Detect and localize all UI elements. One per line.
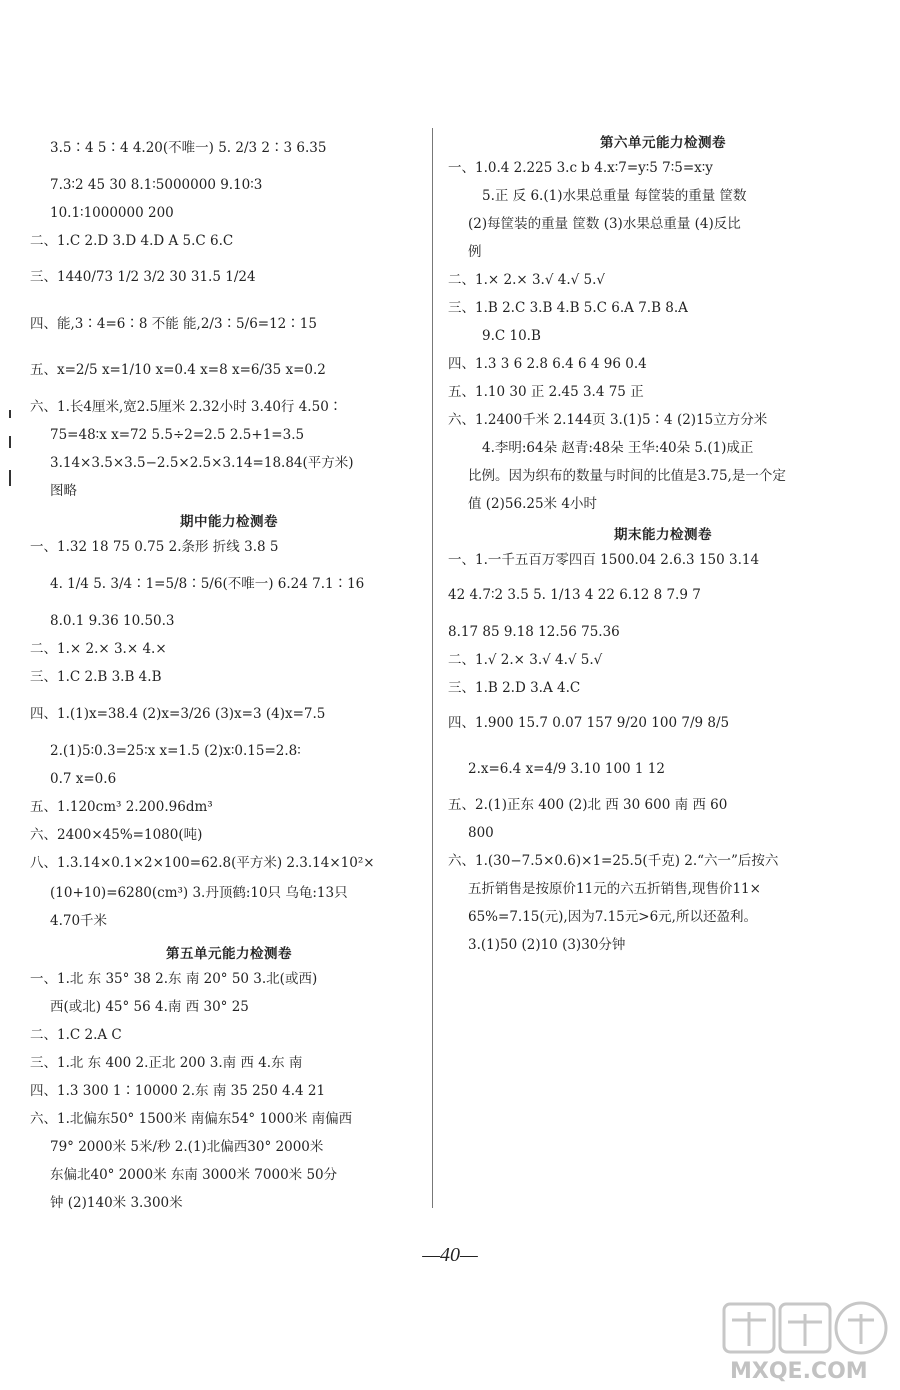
- answer-line: 四、1.900 15.7 0.07 157 9/20 100 7/9 8/5: [448, 715, 730, 731]
- answer-line: 五折销售是按原价11元的六五折销售,现售价11×: [468, 881, 761, 897]
- answer-line: (2)每筐装的重量 筐数 (3)水果总重量 (4)反比: [468, 216, 741, 232]
- answer-line: 六、1.长4厘米,宽2.5厘米 2.32小时 3.40行 4.50∶: [30, 399, 343, 415]
- answer-line: 五、x=2/5 x=1/10 x=0.4 x=8 x=6/35 x=0.2: [30, 362, 326, 378]
- svg-text:MXQE.COM: MXQE.COM: [730, 1359, 868, 1384]
- answer-line: 42 4.7∶2 3.5 5. 1/13 4 22 6.12 8 7.9 7: [448, 587, 701, 603]
- answer-line: 三、1.C 2.B 3.B 4.B: [30, 669, 162, 685]
- answer-line: 比例。因为织布的数量与时间的比值是3.75,是一个定: [468, 468, 786, 484]
- column-divider: [432, 128, 433, 1208]
- section-heading: 期中能力检测卷: [180, 514, 278, 530]
- page-number: —40—: [422, 1244, 478, 1266]
- answer-line: 六、1.2400千米 2.144页 3.(1)5∶4 (2)15立方分米: [448, 412, 768, 428]
- answer-line: 五、2.(1)正东 400 (2)北 西 30 600 南 西 60: [448, 797, 728, 813]
- answer-line: (10+10)=6280(cm³) 3.丹顶鹤:10只 乌龟:13只: [50, 885, 348, 901]
- answer-line: 2.(1)5∶0.3=25∶x x=1.5 (2)x∶0.15=2.8∶: [50, 743, 301, 759]
- section-heading: 期末能力检测卷: [614, 527, 712, 543]
- answer-line: 3.(1)50 (2)10 (3)30分钟: [468, 937, 626, 953]
- answer-line: 0.7 x=0.6: [50, 771, 117, 787]
- answer-line: 例: [468, 244, 482, 260]
- answer-line: 二、1.C 2.A C: [30, 1027, 122, 1043]
- answer-line: 四、1.(1)x=38.4 (2)x=3/26 (3)x=3 (4)x=7.5: [30, 706, 326, 722]
- answer-line: 二、1.√ 2.× 3.√ 4.√ 5.√: [448, 652, 603, 668]
- answer-line: 3.14×3.5×3.5−2.5×2.5×3.14=18.84(平方米): [50, 455, 354, 471]
- section-heading: 第五单元能力检测卷: [166, 946, 292, 962]
- section-heading: 第六单元能力检测卷: [600, 135, 726, 151]
- answer-line: 一、1.一千五百万零四百 1500.04 2.6.3 150 3.14: [448, 552, 760, 568]
- answer-line: 值 (2)56.25米 4小时: [468, 496, 597, 512]
- answer-line: 79° 2000米 5米/秒 2.(1)北偏西30° 2000米: [50, 1139, 324, 1155]
- answer-line: 二、1.C 2.D 3.D 4.D A 5.C 6.C: [30, 233, 234, 249]
- answer-line: 一、1.北 东 35° 38 2.东 南 20° 50 3.北(或西): [30, 971, 318, 987]
- answer-line: 三、1.北 东 400 2.正北 200 3.南 西 4.东 南: [30, 1055, 303, 1071]
- answer-line: 六、1.北偏东50° 1500米 南偏东54° 1000米 南偏西: [30, 1111, 353, 1127]
- answer-line: 五、1.120cm³ 2.200.96dm³: [30, 799, 213, 815]
- answer-line: 3.5∶4 5∶4 4.20(不唯一) 5. 2/3 2∶3 6.35: [50, 140, 327, 156]
- answer-line: 四、能,3∶4=6∶8 不能 能,2/3∶5/6=12∶15: [30, 316, 317, 332]
- margin-ink-mark: [8, 410, 12, 490]
- answer-line: 2.x=6.4 x=4/9 3.10 100 1 12: [468, 761, 665, 777]
- answer-line: 三、1440/73 1/2 3/2 30 31.5 1/24: [30, 269, 256, 285]
- answer-line: 8.17 85 9.18 12.56 75.36: [448, 624, 620, 640]
- answer-line: 三、1.B 2.C 3.B 4.B 5.C 6.A 7.B 8.A: [448, 300, 688, 316]
- answer-line: 4.70千米: [50, 913, 108, 929]
- answer-line: 9.C 10.B: [482, 328, 541, 344]
- answer-line: 六、1.(30−7.5×0.6)×1=25.5(千克) 2.“六一”后按六: [448, 853, 779, 869]
- answer-line: 5.正 反 6.(1)水果总重量 每筐装的重量 筐数: [482, 188, 747, 204]
- answer-line: 图略: [50, 483, 77, 499]
- answer-line: 800: [468, 825, 494, 841]
- answer-line: 75=48∶x x=72 5.5÷2=2.5 2.5+1=3.5: [50, 427, 305, 443]
- answer-line: 钟 (2)140米 3.300米: [50, 1195, 183, 1211]
- answer-line: 10.1∶1000000 200: [50, 205, 174, 221]
- answer-line: 4. 1/4 5. 3/4∶1=5/8∶5/6(不唯一) 6.24 7.1∶16: [50, 576, 365, 592]
- answer-line: 六、2400×45%=1080(吨): [30, 827, 203, 843]
- answer-line: 三、1.B 2.D 3.A 4.C: [448, 680, 581, 696]
- answer-line: 4.李明:64朵 赵青:48朵 王华:40朵 5.(1)成正: [482, 440, 754, 456]
- answer-line: 西(或北) 45° 56 4.南 西 30° 25: [50, 999, 249, 1015]
- answer-line: 一、1.0.4 2.225 3.c b 4.x∶7=y∶5 7∶5=x∶y: [448, 160, 713, 176]
- answer-line: 五、1.10 30 正 2.45 3.4 75 正: [448, 384, 644, 400]
- answer-line: 7.3∶2 45 30 8.1∶5000000 9.10∶3: [50, 177, 263, 193]
- answer-line: 四、1.3 3 6 2.8 6.4 6 4 96 0.4: [448, 356, 647, 372]
- answer-line: 一、1.32 18 75 0.75 2.条形 折线 3.8 5: [30, 539, 279, 555]
- answer-line: 八、1.3.14×0.1×2×100=62.8(平方米) 2.3.14×10²×: [30, 855, 375, 871]
- answer-line: 65%=7.15(元),因为7.15元>6元,所以还盈利。: [468, 909, 757, 925]
- answer-line: 二、1.× 2.× 3.√ 4.√ 5.√: [448, 272, 605, 288]
- watermark-logo: [718, 1300, 894, 1386]
- answer-line: 东偏北40° 2000米 东南 3000米 7000米 50分: [50, 1167, 338, 1183]
- answer-line: 二、1.× 2.× 3.× 4.×: [30, 641, 167, 657]
- answer-line: 8.0.1 9.36 10.50.3: [50, 613, 175, 629]
- answer-line: 四、1.3 300 1∶10000 2.东 南 35 250 4.4 21: [30, 1083, 326, 1099]
